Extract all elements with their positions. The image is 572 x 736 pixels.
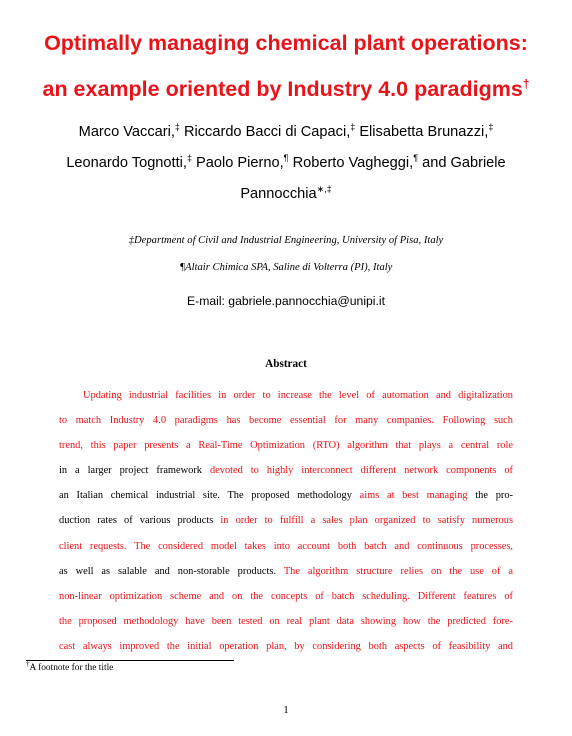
abstract-text: an Italian chemical industrial site. The proposed methodology bbox=[59, 490, 360, 502]
author-affiliation-mark: ‡ bbox=[186, 153, 192, 164]
page-number: 1 bbox=[283, 704, 289, 716]
abstract-line bbox=[59, 433, 513, 458]
author-affiliation-mark: ‡ bbox=[488, 122, 494, 133]
abstract-highlighted-text: The algorithm structure relies on the use of a bbox=[283, 565, 513, 577]
author-name: Paolo Pierno, bbox=[196, 155, 284, 171]
abstract-line bbox=[59, 383, 513, 408]
affiliation-2: ¶Altair Chimica SPA, Saline di Volterra (PI), Italy bbox=[179, 262, 393, 273]
abstract-line bbox=[59, 408, 513, 433]
author-line-1 bbox=[20, 117, 552, 148]
author-name: Elisabetta Brunazzi, bbox=[359, 124, 489, 140]
paper-title bbox=[20, 20, 552, 112]
abstract-body bbox=[59, 383, 513, 659]
title-line-2-text: an example oriented by Industry 4.0 paradigms bbox=[42, 77, 523, 101]
author-name: Roberto Vagheggi, bbox=[292, 155, 414, 171]
title-footnote bbox=[26, 659, 114, 673]
abstract-text: in a larger project framework bbox=[59, 465, 210, 477]
abstract-highlighted-text: non-linear optimization scheme and on the concepts of batch scheduling. Different features of bbox=[59, 590, 513, 602]
author-line-3 bbox=[20, 179, 552, 210]
abstract-text: duction rates of various products bbox=[59, 515, 221, 527]
corresponding-author-name: Pannocchia bbox=[240, 186, 317, 202]
abstract-line bbox=[59, 458, 513, 483]
abstract-highlighted-text: Updating industrial facilities in order to increase the level of automation and digitalization bbox=[83, 390, 513, 401]
contact-email: E-mail: gabriele.pannocchia@unipi.it bbox=[187, 294, 385, 308]
abstract-highlighted-text: to match Industry 4.0 paradigms has become essential for many companies. Following such bbox=[59, 415, 513, 427]
abstract-line bbox=[59, 634, 513, 659]
author-affiliation-mark: ∗,‡ bbox=[316, 184, 332, 195]
author-affiliation-mark: ¶ bbox=[413, 153, 419, 164]
abstract-highlighted-text: client requests. The considered model takes into account both batch and continuous processes, bbox=[59, 540, 513, 552]
abstract-text: the pro- bbox=[467, 490, 514, 502]
footnote-divider bbox=[26, 660, 234, 661]
title-footnote-mark: † bbox=[522, 76, 530, 91]
author-affiliation-mark: ¶ bbox=[283, 153, 289, 164]
abstract-highlighted-text: the proposed methodology have been tested on real plant data showing how the predicted fore- bbox=[59, 615, 513, 627]
author-line-2 bbox=[20, 148, 552, 179]
abstract-line bbox=[59, 534, 513, 559]
footnote-mark: † bbox=[26, 659, 30, 668]
footnote-text: A footnote for the title bbox=[29, 663, 114, 673]
author-affiliation-mark: ‡ bbox=[174, 122, 180, 133]
abstract-highlighted-text: trend, this paper presents a Real-Time Optimization (RTO) algorithm that plays a central role bbox=[59, 440, 513, 452]
abstract-text: as well as salable and non-storable products. bbox=[59, 565, 284, 577]
abstract-line bbox=[59, 609, 513, 634]
abstract-heading: Abstract bbox=[265, 358, 307, 370]
author-affiliation-mark: ‡ bbox=[350, 122, 356, 133]
title-line-1: Optimally managing chemical plant operations: bbox=[44, 31, 528, 55]
abstract-highlighted-text: cast always improved the initial operation plan, by considering both aspects of feasibility and bbox=[59, 640, 513, 652]
abstract-line bbox=[59, 508, 513, 533]
abstract-line bbox=[59, 584, 513, 609]
abstract-line bbox=[59, 483, 513, 508]
author-list bbox=[20, 117, 552, 210]
abstract-highlighted-text: aims at best managing bbox=[359, 490, 468, 502]
abstract-line bbox=[59, 559, 513, 584]
abstract-highlighted-text: devoted to highly interconnect different network components of bbox=[209, 465, 513, 477]
author-connector: and Gabriele bbox=[422, 155, 506, 171]
author-name: Riccardo Bacci di Capaci, bbox=[183, 124, 351, 140]
abstract-highlighted-text: in order to fulfill a sales plan organized to satisfy numerous bbox=[220, 515, 513, 527]
affiliation-1: ‡Department of Civil and Industrial Engineering, University of Pisa, Italy bbox=[128, 235, 444, 246]
title-line-2 bbox=[20, 66, 552, 112]
author-name: Leonardo Tognotti, bbox=[66, 155, 187, 171]
author-name: Marco Vaccari, bbox=[78, 124, 175, 140]
